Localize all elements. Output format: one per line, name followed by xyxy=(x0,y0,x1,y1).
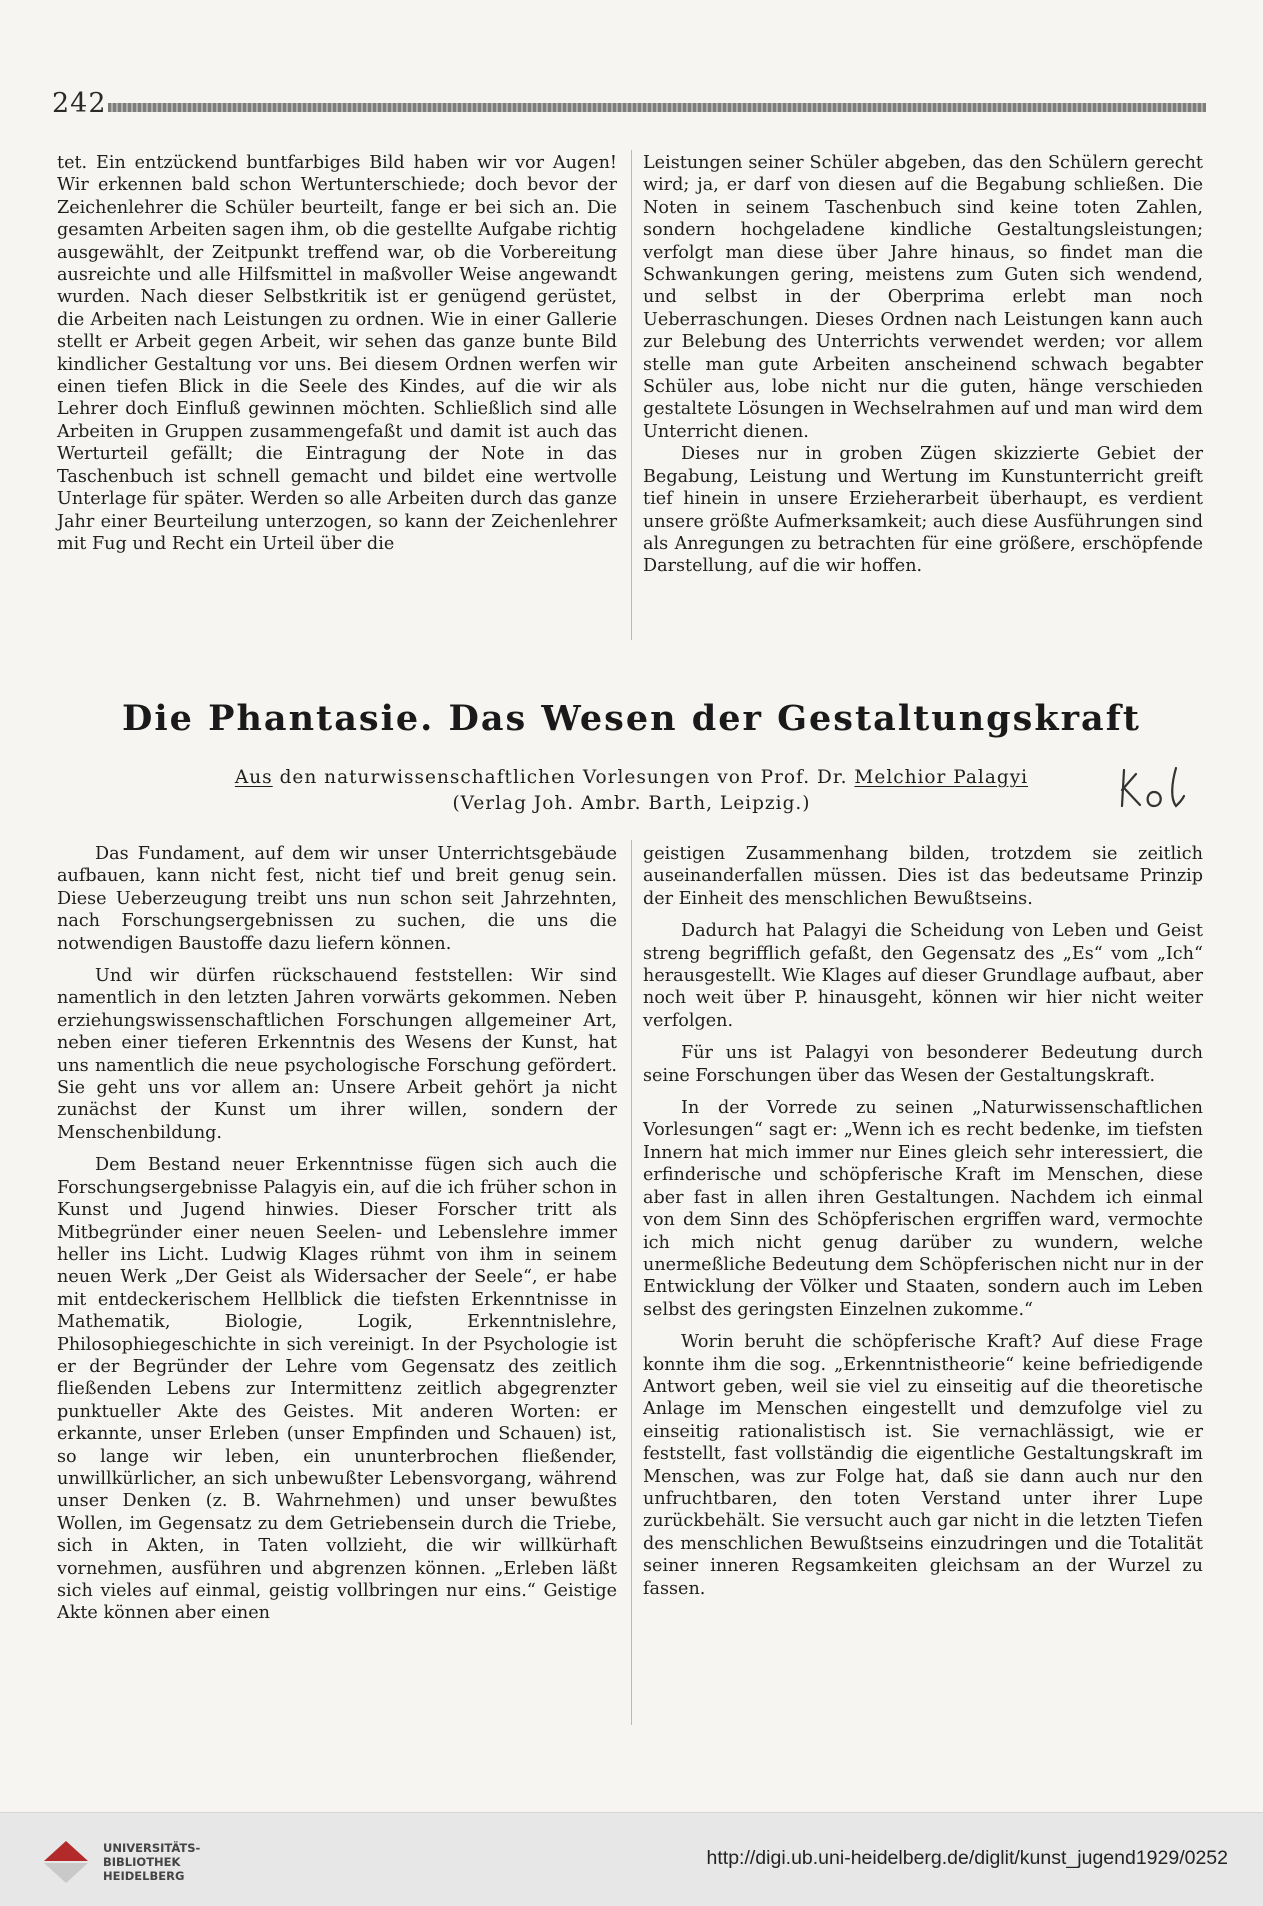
header-rule xyxy=(108,103,1206,112)
paragraph: Und wir dürfen rückschauend feststellen: Wir sind namentlich in den letzten Jahren vorwärts gekommen. Neben erziehungswissenschaftlichen Forschungen allgemeiner Art, neben einer tieferen Erkenntnis des Wesens der Kunst, hat uns namentlich die neue psychologische Forschung gefördert. Sie geht uns vor allem an: Unsere Arbeit gehört ja nicht zunächst der Kunst um ihrer willen, sondern der Menschenbildung. xyxy=(57,966,617,1143)
paragraph: Für uns ist Palagyi von besonderer Bedeutung durch seine Forschungen über das Wesen der Gestaltungskraft. xyxy=(643,1043,1203,1086)
subtitle-author: Melchior Palagyi xyxy=(854,767,1029,788)
paragraph: tet. Ein entzückend buntfarbiges Bild haben wir vor Augen! Wir erkennen bald schon Wertunterschiede; doch bevor der Zeichenlehrer die Schüler beurteilt, fange er bei sich an. Die gesamten Arbeiten sagen ihm, ob die gestellte Aufgabe richtig ausgewählt, der Zeitpunkt treffend war, ob die Vorbereitung ausreichte und alle Hilfsmittel in maßvoller Weise angewandt wurden. Nach dieser Selbstkritik ist er genügend gerüstet, die Arbeiten nach Leistungen zu ordnen. Wie in einer Gallerie stellt er Arbeit gegen Arbeit, wir sehen das ganze bunte Bild kindlicher Gestaltung vor uns. Bei diesem Ordnen werfen wir einen tiefen Blick in die Seele des Kindes, auf die wir als Lehrer doch Einfluß gewinnen möchten. Schließlich sind alle Arbeiten in Gruppen zusammengefaßt und damit ist auch das Werturteil gefällt; die Eintragung der Note in das Taschenbuch ist schnell gemacht und bildet eine wertvolle Unterlage für später. Werden so alle Arbeiten durch das ganze Jahr einer Beurteilung unterzogen, so kann der Zeichenlehrer mit Fug und Recht ein Urteil über die xyxy=(57,153,617,554)
paragraph: Das Fundament, auf dem wir unser Unterrichtsgebäude aufbauen, kann nicht fest, nicht tief und breit genug sein. Diese Ueberzeugung treibt uns nun schon seit Jahrzehnten, nach Forschungsergebnissen zu suchen, die uns die notwendigen Baustoffe dazu liefern können. xyxy=(57,844,617,954)
article-title: Die Phantasie. Das Wesen der Gestaltungskraft xyxy=(122,698,1141,739)
paragraph: Worin beruht die schöpferische Kraft? Auf diese Frage konnte ihm die sog. „Erkenntnistheorie“ keine befriedigende Antwort geben, weil sie viel zu einseitig auf die theoretische Anlage im Menschen eingestellt und demzufolge viel zu einseitig rationalistisch ist. Sie vernachlässigt, wie er feststellt, fast vollständig die eigentliche Gestaltungskraft im Menschen, was zur Folge hat, daß sie dann auch nur den unfruchtbaren, den toten Verstand unter ihrer Lupe zurückbehält. Sie versucht auch gar nicht in die letzten Tiefen des menschlichen Bewußtseins einzudringen und die Totalität seiner inneren Regsamkeiten gleichsam an der Wurzel zu fassen. xyxy=(643,1332,1203,1599)
source-url[interactable]: http://digi.ub.uni-heidelberg.de/diglit/kunst_jugend1929/0252 xyxy=(706,1847,1228,1869)
paragraph: Leistungen seiner Schüler abgeben, das den Schülern gerecht wird; ja, er darf von diesen auf die Begabung schließen. Die Noten in seinem Taschenbuch sind keine toten Zahlen, sondern hochgeladene kindliche Gestaltungsleistungen; verfolgt man diese über Jahre hinaus, so findet man die Schwankungen gering, meistens zum Guten sich wendend, und selbst in der Oberprima erlebt man noch Ueberraschungen. Dieses Ordnen nach Leistungen kann auch zur Belebung des Unterrichts verwendet werden; vor allem stelle man gute Arbeiten anscheinend schwach begabter Schüler aus, lobe nicht nur die guten, hänge verschieden gestaltete Lösungen in Wechselrahmen auf und man wird dem Unterricht dienen. xyxy=(643,153,1203,442)
bottom-left-column xyxy=(57,843,617,1625)
paragraph: Dem Bestand neuer Erkenntnisse fügen sich auch die Forschungsergebnisse Palagyis ein, auf die ich früher schon in Kunst und Jugend hinwies. Dieser Forscher tritt als Mitbegründer einer neuen Seelen- und Lebenslehre immer heller ins Licht. Ludwig Klages rühmt von ihm in seinem neuen Werk „Der Geist als Widersacher der Seele“, er habe mit entdeckerischem Hellblick die tiefsten Erkenntnisse in Mathematik, Biologie, Logik, Erkenntnislehre, Philosophiegeschichte in sich vereinigt. In der Psychologie ist er der Begründer der Lehre vom Gegensatz des zeitlich fließenden Lebens zur Intermittenz zeitlich abgegrenzter punktueller Akte des Geistes. Mit anderen Worten: er erkannte, unser Erleben (unser Empfinden und Schauen) ist, so lange wir leben, ein ununterbrochen fließender, unwillkürlicher, an sich unbewußter Lebensvorgang, während unser Denken (z. B. Wahrnehmen) und unser bewußtes Wollen, im Gegensatz zu dem Getriebensein durch die Triebe, sich in Akten, in Taten vollzieht, die wir willkürhaft vornehmen, ausführen und abgrenzen können. „Erleben läßt sich vieles auf einmal, geistig vollbringen nur eins.“ Geistige Akte können aber einen xyxy=(57,1155,617,1624)
publisher-line: (Verlag Joh. Ambr. Barth, Leipzig.) xyxy=(452,793,811,814)
library-name: UNIVERSITÄTS- BIBLIOTHEK HEIDELBERG xyxy=(103,1841,201,1883)
page-number: 242 xyxy=(52,88,107,119)
paragraph: Dieses nur in groben Zügen skizzierte Gebiet der Begabung, Leistung und Wertung im Kunstunterricht greift tief hinein in unsere Erzieherarbeit überhaupt, es verdient unsere größte Aufmerksamkeit; auch diese Ausführungen sind als Anregungen zu betrachten für eine größere, erschöpfende Darstellung, auf die wir hoffen. xyxy=(643,444,1203,577)
top-left-column xyxy=(57,152,617,555)
article-subtitle xyxy=(0,767,1263,788)
handwritten-note xyxy=(1118,762,1213,812)
footer-bar xyxy=(0,1812,1263,1906)
paragraph: In der Vorrede zu seinen „Naturwissenschaftlichen Vorlesungen“ sagt er: „Wenn ich es recht bedenke, im tiefsten Innern hat mich immer nur Eines gleich sehr interessiert, die erfinderische und schöpferische Kraft im Menschen, diese aber fast in allen ihren Gestaltungen. Nachdem ich einmal von dem Sinn des Schöpferischen ergriffen ward, vermochte ich mich nicht genug darüber zu wundern, welche unermeßliche Bedeutung dem Schöpferischen nicht nur in der Entwicklung der Völker und Staaten, sondern auch im Leben selbst des geringsten Einzelnen zukomme.“ xyxy=(643,1098,1203,1320)
subtitle-aus: Aus xyxy=(234,767,273,788)
bottom-right-column xyxy=(643,843,1203,1600)
subtitle-text: den naturwissenschaftlichen Vorlesungen von Prof. Dr. xyxy=(272,767,855,788)
library-logo-icon xyxy=(40,1837,92,1885)
column-divider xyxy=(631,840,632,1725)
paragraph: geistigen Zusammenhang bilden, trotzdem sie zeitlich auseinanderfallen müssen. Dies ist das bedeutsame Prinzip der Einheit des menschlichen Bewußtseins. xyxy=(643,844,1203,909)
paragraph: Dadurch hat Palagyi die Scheidung von Leben und Geist streng begrifflich gefaßt, den Gegensatz des „Es“ vom „Ich“ herausgestellt. Wie Klages auf dieser Grundlage aufbaut, aber noch weit über P. hinausgeht, können wir hier nicht weiter verfolgen. xyxy=(643,921,1203,1031)
top-right-column xyxy=(643,152,1203,578)
column-divider xyxy=(631,150,632,640)
